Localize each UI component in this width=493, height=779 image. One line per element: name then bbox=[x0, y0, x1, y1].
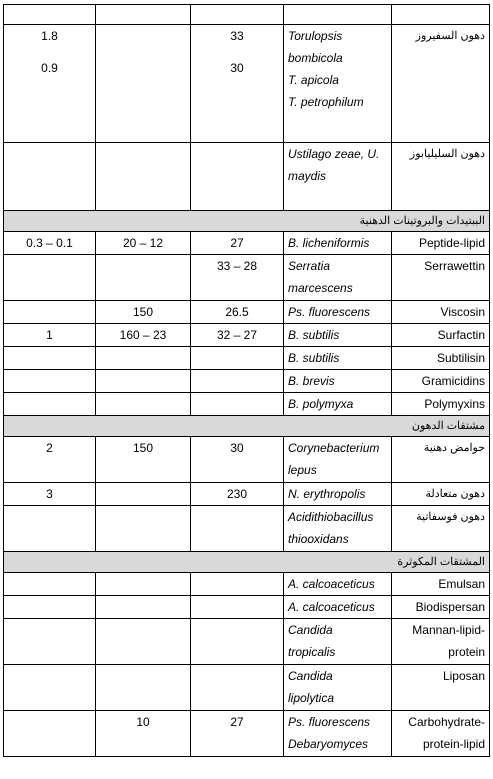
organism-cell bbox=[284, 393, 392, 416]
table-row bbox=[4, 232, 490, 255]
organism-cell bbox=[284, 5, 392, 25]
cell-line: 1.8 bbox=[41, 29, 58, 43]
organism-line: thiooxidans bbox=[288, 532, 349, 546]
value-col-3 bbox=[191, 370, 284, 393]
value-col-1 bbox=[4, 573, 96, 596]
value-col-2 bbox=[96, 573, 191, 596]
cell-line: 160 – 23 bbox=[119, 328, 167, 342]
value-col-3 bbox=[191, 393, 284, 416]
value-col-2 bbox=[96, 25, 191, 143]
cell-line: 30 bbox=[230, 61, 244, 75]
biosurfactant-cell: Emulsan bbox=[392, 573, 490, 596]
table-row bbox=[4, 301, 490, 324]
table-row bbox=[4, 143, 490, 211]
cell-line: 30 bbox=[230, 441, 244, 455]
value-col-2 bbox=[96, 370, 191, 393]
value-col-2 bbox=[96, 483, 191, 506]
cell-line: 32 – 27 bbox=[216, 328, 258, 342]
biosurfactant-table bbox=[3, 4, 490, 757]
organism-line: Ps. fluorescens bbox=[288, 715, 371, 729]
value-col-3 bbox=[191, 573, 284, 596]
value-col-3 bbox=[191, 5, 284, 25]
organism-line: B. polymyxa bbox=[288, 397, 354, 411]
value-col-3 bbox=[191, 25, 284, 143]
value-col-1 bbox=[4, 143, 96, 211]
biosurfactant-cell: Polymyxins bbox=[392, 393, 490, 416]
biosurfactant-cell: حوامض دهنية bbox=[392, 437, 490, 483]
organism-cell bbox=[284, 437, 392, 483]
biosurfactant-cell: دهون متعادلة bbox=[392, 483, 490, 506]
table-row bbox=[4, 255, 490, 301]
value-col-3 bbox=[191, 232, 284, 255]
table-row bbox=[4, 25, 490, 143]
value-col-3 bbox=[191, 483, 284, 506]
biosurfactant-cell: Viscosin bbox=[392, 301, 490, 324]
cell-line: 0.3 – 0.1 bbox=[26, 236, 73, 250]
organism-line: A. calcoaceticus bbox=[288, 600, 375, 614]
organism-cell bbox=[284, 370, 392, 393]
value-col-3 bbox=[191, 711, 284, 757]
cell-line: 20 – 12 bbox=[122, 236, 164, 250]
organism-line: B. brevis bbox=[288, 374, 335, 388]
value-col-1 bbox=[4, 5, 96, 25]
biosurfactant-cell bbox=[392, 5, 490, 25]
value-col-2 bbox=[96, 665, 191, 711]
organism-cell bbox=[284, 301, 392, 324]
value-col-1 bbox=[4, 255, 96, 301]
value-col-2 bbox=[96, 619, 191, 665]
organism-cell bbox=[284, 619, 392, 665]
cell-line: 27 bbox=[230, 236, 244, 250]
table-row bbox=[4, 324, 490, 347]
value-col-1 bbox=[4, 301, 96, 324]
table-row bbox=[4, 573, 490, 596]
value-col-3 bbox=[191, 255, 284, 301]
biosurfactant-cell: دهون السليليابوز bbox=[392, 143, 490, 211]
biosurfactant-cell: دهون السفيروز bbox=[392, 25, 490, 143]
organism-line: Candida bbox=[288, 623, 333, 637]
value-col-3 bbox=[191, 347, 284, 370]
value-col-1 bbox=[4, 483, 96, 506]
table-row bbox=[4, 437, 490, 483]
value-col-2 bbox=[96, 711, 191, 757]
cell-line: 1 bbox=[46, 328, 53, 342]
table-row bbox=[4, 347, 490, 370]
biosurfactant-cell: Mannan-lipid-protein bbox=[392, 619, 490, 665]
biosurfactant-cell: دهون فوسفاتية bbox=[392, 506, 490, 552]
section-header-row bbox=[4, 416, 490, 437]
organism-line: Ustilago zeae, U. bbox=[288, 147, 380, 161]
organism-cell bbox=[284, 347, 392, 370]
organism-cell bbox=[284, 483, 392, 506]
value-col-1 bbox=[4, 324, 96, 347]
value-col-1 bbox=[4, 232, 96, 255]
value-col-3 bbox=[191, 619, 284, 665]
value-col-2 bbox=[96, 393, 191, 416]
biosurfactant-cell: Serrawettin bbox=[392, 255, 490, 301]
cell-line: 230 bbox=[226, 487, 248, 501]
organism-line: Corynebacterium bbox=[288, 441, 380, 455]
organism-cell bbox=[284, 665, 392, 711]
organism-line: lepus bbox=[288, 463, 317, 477]
value-col-2 bbox=[96, 347, 191, 370]
value-col-1 bbox=[4, 665, 96, 711]
value-col-1 bbox=[4, 370, 96, 393]
section-header-row bbox=[4, 211, 490, 232]
organism-line: maydis bbox=[288, 169, 327, 183]
organism-line: T. petrophilum bbox=[288, 95, 364, 109]
cell-line: 33 – 28 bbox=[216, 259, 258, 273]
value-col-3 bbox=[191, 506, 284, 552]
biosurfactant-cell: Liposan bbox=[392, 665, 490, 711]
value-col-2 bbox=[96, 143, 191, 211]
section-header: المشتقات المكوثرة bbox=[4, 552, 490, 573]
table-row bbox=[4, 665, 490, 711]
value-col-2 bbox=[96, 596, 191, 619]
value-col-2 bbox=[96, 324, 191, 347]
value-col-1 bbox=[4, 619, 96, 665]
organism-line: Acidithiobacillus bbox=[288, 510, 374, 524]
cell-line: 0.9 bbox=[41, 61, 58, 75]
value-col-2 bbox=[96, 232, 191, 255]
organism-cell bbox=[284, 255, 392, 301]
organism-cell bbox=[284, 506, 392, 552]
cell-line: 10 bbox=[136, 715, 150, 729]
biosurfactant-cell: Biodispersan bbox=[392, 596, 490, 619]
organism-cell bbox=[284, 573, 392, 596]
organism-line: tropicalis bbox=[288, 645, 336, 659]
value-col-1 bbox=[4, 437, 96, 483]
organism-cell bbox=[284, 324, 392, 347]
table-row bbox=[4, 596, 490, 619]
table-row bbox=[4, 483, 490, 506]
value-col-2 bbox=[96, 506, 191, 552]
biosurfactant-cell: Subtilisin bbox=[392, 347, 490, 370]
organism-line: Candida bbox=[288, 669, 333, 683]
section-header: الببتيدات والبروتينات الدهنية bbox=[4, 211, 490, 232]
biosurfactant-cell: Gramicidins bbox=[392, 370, 490, 393]
organism-line: Debaryomyces bbox=[288, 737, 369, 751]
cell-line: 150 bbox=[132, 305, 154, 319]
value-col-1 bbox=[4, 25, 96, 143]
table-row bbox=[4, 393, 490, 416]
value-col-2 bbox=[96, 301, 191, 324]
cell-line: 150 bbox=[132, 441, 154, 455]
value-col-3 bbox=[191, 324, 284, 347]
value-col-1 bbox=[4, 393, 96, 416]
organism-line: B. licheniformis bbox=[288, 236, 370, 250]
organism-cell bbox=[284, 143, 392, 211]
organism-line: A. calcoaceticus bbox=[288, 577, 375, 591]
value-col-1 bbox=[4, 347, 96, 370]
biosurfactant-cell: Surfactin bbox=[392, 324, 490, 347]
value-col-2 bbox=[96, 5, 191, 25]
table-body bbox=[4, 5, 490, 757]
value-col-2 bbox=[96, 437, 191, 483]
table-row bbox=[4, 711, 490, 757]
organism-line: bombicola bbox=[288, 51, 343, 65]
organism-line: B. subtilis bbox=[288, 351, 340, 365]
value-col-3 bbox=[191, 437, 284, 483]
value-col-1 bbox=[4, 711, 96, 757]
organism-line: B. subtilis bbox=[288, 328, 340, 342]
value-col-3 bbox=[191, 596, 284, 619]
table-row bbox=[4, 370, 490, 393]
organism-cell bbox=[284, 232, 392, 255]
cell-line: 2 bbox=[46, 441, 53, 455]
table-row bbox=[4, 5, 490, 25]
organism-line: Ps. fluorescens bbox=[288, 305, 371, 319]
table-row bbox=[4, 619, 490, 665]
organism-line: lipolytica bbox=[288, 691, 335, 705]
organism-line: N. erythropolis bbox=[288, 487, 366, 501]
cell-line: 26.5 bbox=[225, 305, 249, 319]
organism-line: Serratia bbox=[288, 259, 331, 273]
value-col-3 bbox=[191, 665, 284, 711]
value-col-1 bbox=[4, 506, 96, 552]
value-col-3 bbox=[191, 143, 284, 211]
section-header-row bbox=[4, 552, 490, 573]
table-row bbox=[4, 506, 490, 552]
value-col-3 bbox=[191, 301, 284, 324]
section-header: مشتقات الدهون bbox=[4, 416, 490, 437]
organism-line: T. apicola bbox=[288, 73, 339, 87]
organism-cell bbox=[284, 596, 392, 619]
organism-line: marcescens bbox=[288, 281, 353, 295]
cell-line: 3 bbox=[46, 487, 53, 501]
organism-line: Torulopsis bbox=[288, 29, 343, 43]
organism-cell bbox=[284, 25, 392, 143]
value-col-2 bbox=[96, 255, 191, 301]
organism-cell bbox=[284, 711, 392, 757]
biosurfactant-cell: Peptide-lipid bbox=[392, 232, 490, 255]
cell-line: 33 bbox=[230, 29, 244, 43]
cell-line: 27 bbox=[230, 715, 244, 729]
biosurfactant-cell: Carbohydrate-protein-lipid bbox=[392, 711, 490, 757]
value-col-1 bbox=[4, 596, 96, 619]
